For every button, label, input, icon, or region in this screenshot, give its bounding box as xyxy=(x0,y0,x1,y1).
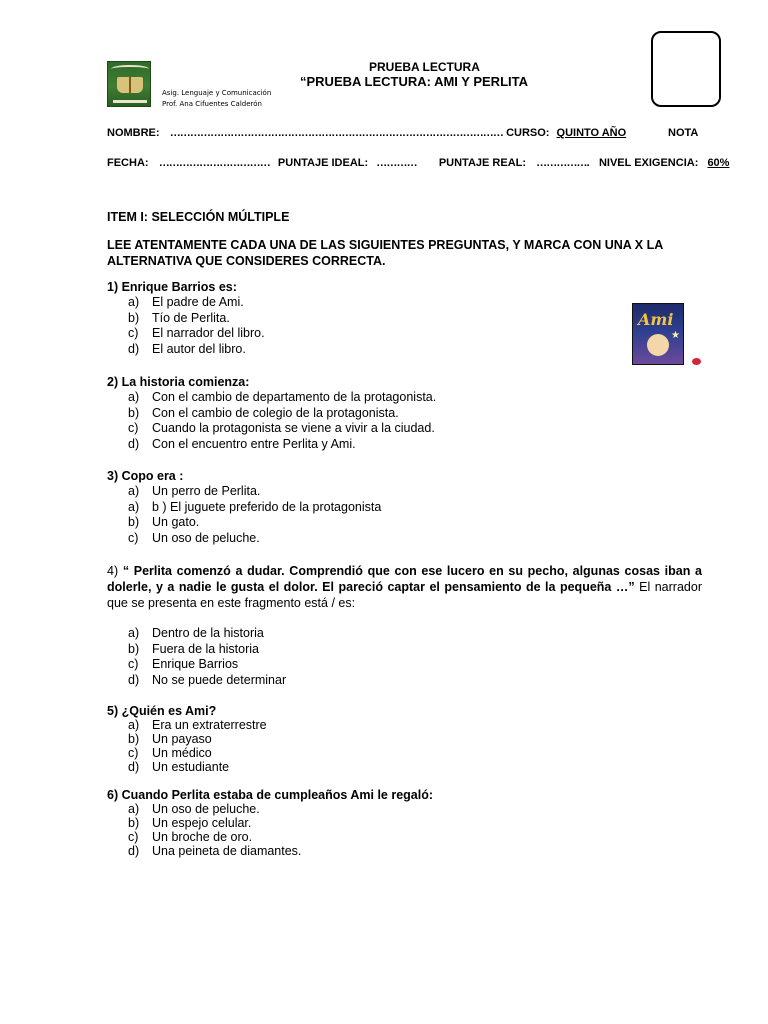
option[interactable]: c) El narrador del libro. xyxy=(128,326,265,341)
option[interactable]: a) El padre de Ami. xyxy=(128,295,244,309)
option[interactable]: b) Un espejo celular. xyxy=(128,816,252,830)
option[interactable]: d) Con el encuentro entre Perlita y Ami. xyxy=(128,437,356,452)
option[interactable]: c) Enrique Barrios xyxy=(128,657,239,672)
option[interactable]: a) b ) El juguete preferido de la protagonista xyxy=(128,499,382,514)
question-4-prompt: El narrador que se presenta en este fragmento está / es: xyxy=(107,580,702,610)
question-3: 3) Copo era : xyxy=(107,469,184,483)
option[interactable]: b) Un gato. xyxy=(128,515,200,530)
option[interactable]: b) Tío de Perlita. xyxy=(128,310,230,325)
question-4-quote: “ Perlita comenzó a dudar. Comprendió que con ese lucero en su pecho, algunas cosas iban a dolerle, y a nadie le gusta el dolor. El pareció captar el pensamiento de la pequeña …” xyxy=(107,564,702,594)
puntaje-real-field[interactable]: ……………. xyxy=(536,157,589,169)
question-1-options xyxy=(128,295,265,358)
question-6: 6) Cuando Perlita estaba de cumpleaños Ami le regaló: xyxy=(107,788,434,802)
option[interactable]: d) No se puede determinar xyxy=(128,673,287,688)
question-4 xyxy=(107,563,702,611)
option[interactable]: c) Un médico xyxy=(128,746,212,760)
nivel-label: NIVEL EXIGENCIA: xyxy=(598,157,699,169)
option[interactable]: a) Era un extraterrestre xyxy=(128,718,267,732)
score-info-row xyxy=(107,157,729,169)
option[interactable]: c) Cuando la protagonista se viene a vivir a la ciudad. xyxy=(128,421,435,436)
question-1: 1) Enrique Barrios es: xyxy=(107,280,237,294)
instructions: LEE ATENTAMENTE CADA UNA DE LAS SIGUIENTES PREGUNTAS, Y MARCA CON UNA X LA ALTERNATIVA QUE CONSIDERES CORRECTA. xyxy=(107,238,663,268)
student-info-row xyxy=(107,127,626,139)
teacher-label: Prof. Ana Cifuentes Calderón xyxy=(162,100,262,108)
option[interactable]: d) El autor del libro. xyxy=(128,342,246,357)
school-logo xyxy=(107,61,151,107)
book-cover-image: Ami ★ xyxy=(632,303,684,365)
puntaje-real-label: PUNTAJE REAL: xyxy=(438,157,527,169)
nivel-value: 60% xyxy=(707,157,730,169)
book-cover-title: Ami xyxy=(638,310,674,329)
curso-value: QUINTO AÑO xyxy=(556,127,627,139)
question-2-options xyxy=(128,390,436,453)
option[interactable]: a) Un perro de Perlita. xyxy=(128,484,261,498)
subject-label: Asig. Lenguaje y Comunicación xyxy=(162,89,272,97)
option[interactable]: b) Fuera de la historia xyxy=(128,641,260,656)
fecha-field[interactable]: …………………………… xyxy=(158,157,270,169)
section-title: ITEM I: SELECCIÓN MÚLTIPLE xyxy=(107,210,290,224)
puntaje-ideal-field[interactable]: ………… xyxy=(376,157,417,169)
puntaje-ideal-label: PUNTAJE IDEAL: xyxy=(277,157,369,169)
option[interactable]: d) Un estudiante xyxy=(128,760,230,774)
title-small: PRUEBA LECTURA xyxy=(369,60,480,74)
question-5-options xyxy=(128,718,267,774)
option[interactable]: b) Con el cambio de colegio de la protagonista. xyxy=(128,405,399,420)
nota-label: NOTA xyxy=(668,127,699,139)
option[interactable]: c) Un oso de peluche. xyxy=(128,531,260,546)
question-5: 5) ¿Quién es Ami? xyxy=(107,704,217,718)
option[interactable]: a) Un oso de peluche. xyxy=(128,802,260,816)
question-3-options xyxy=(128,484,381,547)
nombre-field[interactable]: ……………………………………………………………………………………… xyxy=(169,127,503,139)
fecha-label: FECHA: xyxy=(107,157,149,169)
question-2: 2) La historia comienza: xyxy=(107,375,250,389)
publisher-badge xyxy=(692,358,701,365)
curso-label: CURSO: xyxy=(506,127,550,139)
question-4-number: 4) xyxy=(107,564,119,578)
nombre-label: NOMBRE: xyxy=(107,127,160,139)
option[interactable]: c) Un broche de oro. xyxy=(128,830,253,844)
option[interactable]: d) Una peineta de diamantes. xyxy=(128,844,302,858)
question-6-options xyxy=(128,802,301,858)
option[interactable]: a) Dentro de la historia xyxy=(128,626,264,640)
option[interactable]: a) Con el cambio de departamento de la protagonista. xyxy=(128,390,437,404)
option[interactable]: b) Un payaso xyxy=(128,732,212,746)
question-4-options xyxy=(128,626,286,689)
grade-box[interactable] xyxy=(651,31,721,107)
page-title: “PRUEBA LECTURA: AMI Y PERLITA xyxy=(300,74,528,89)
